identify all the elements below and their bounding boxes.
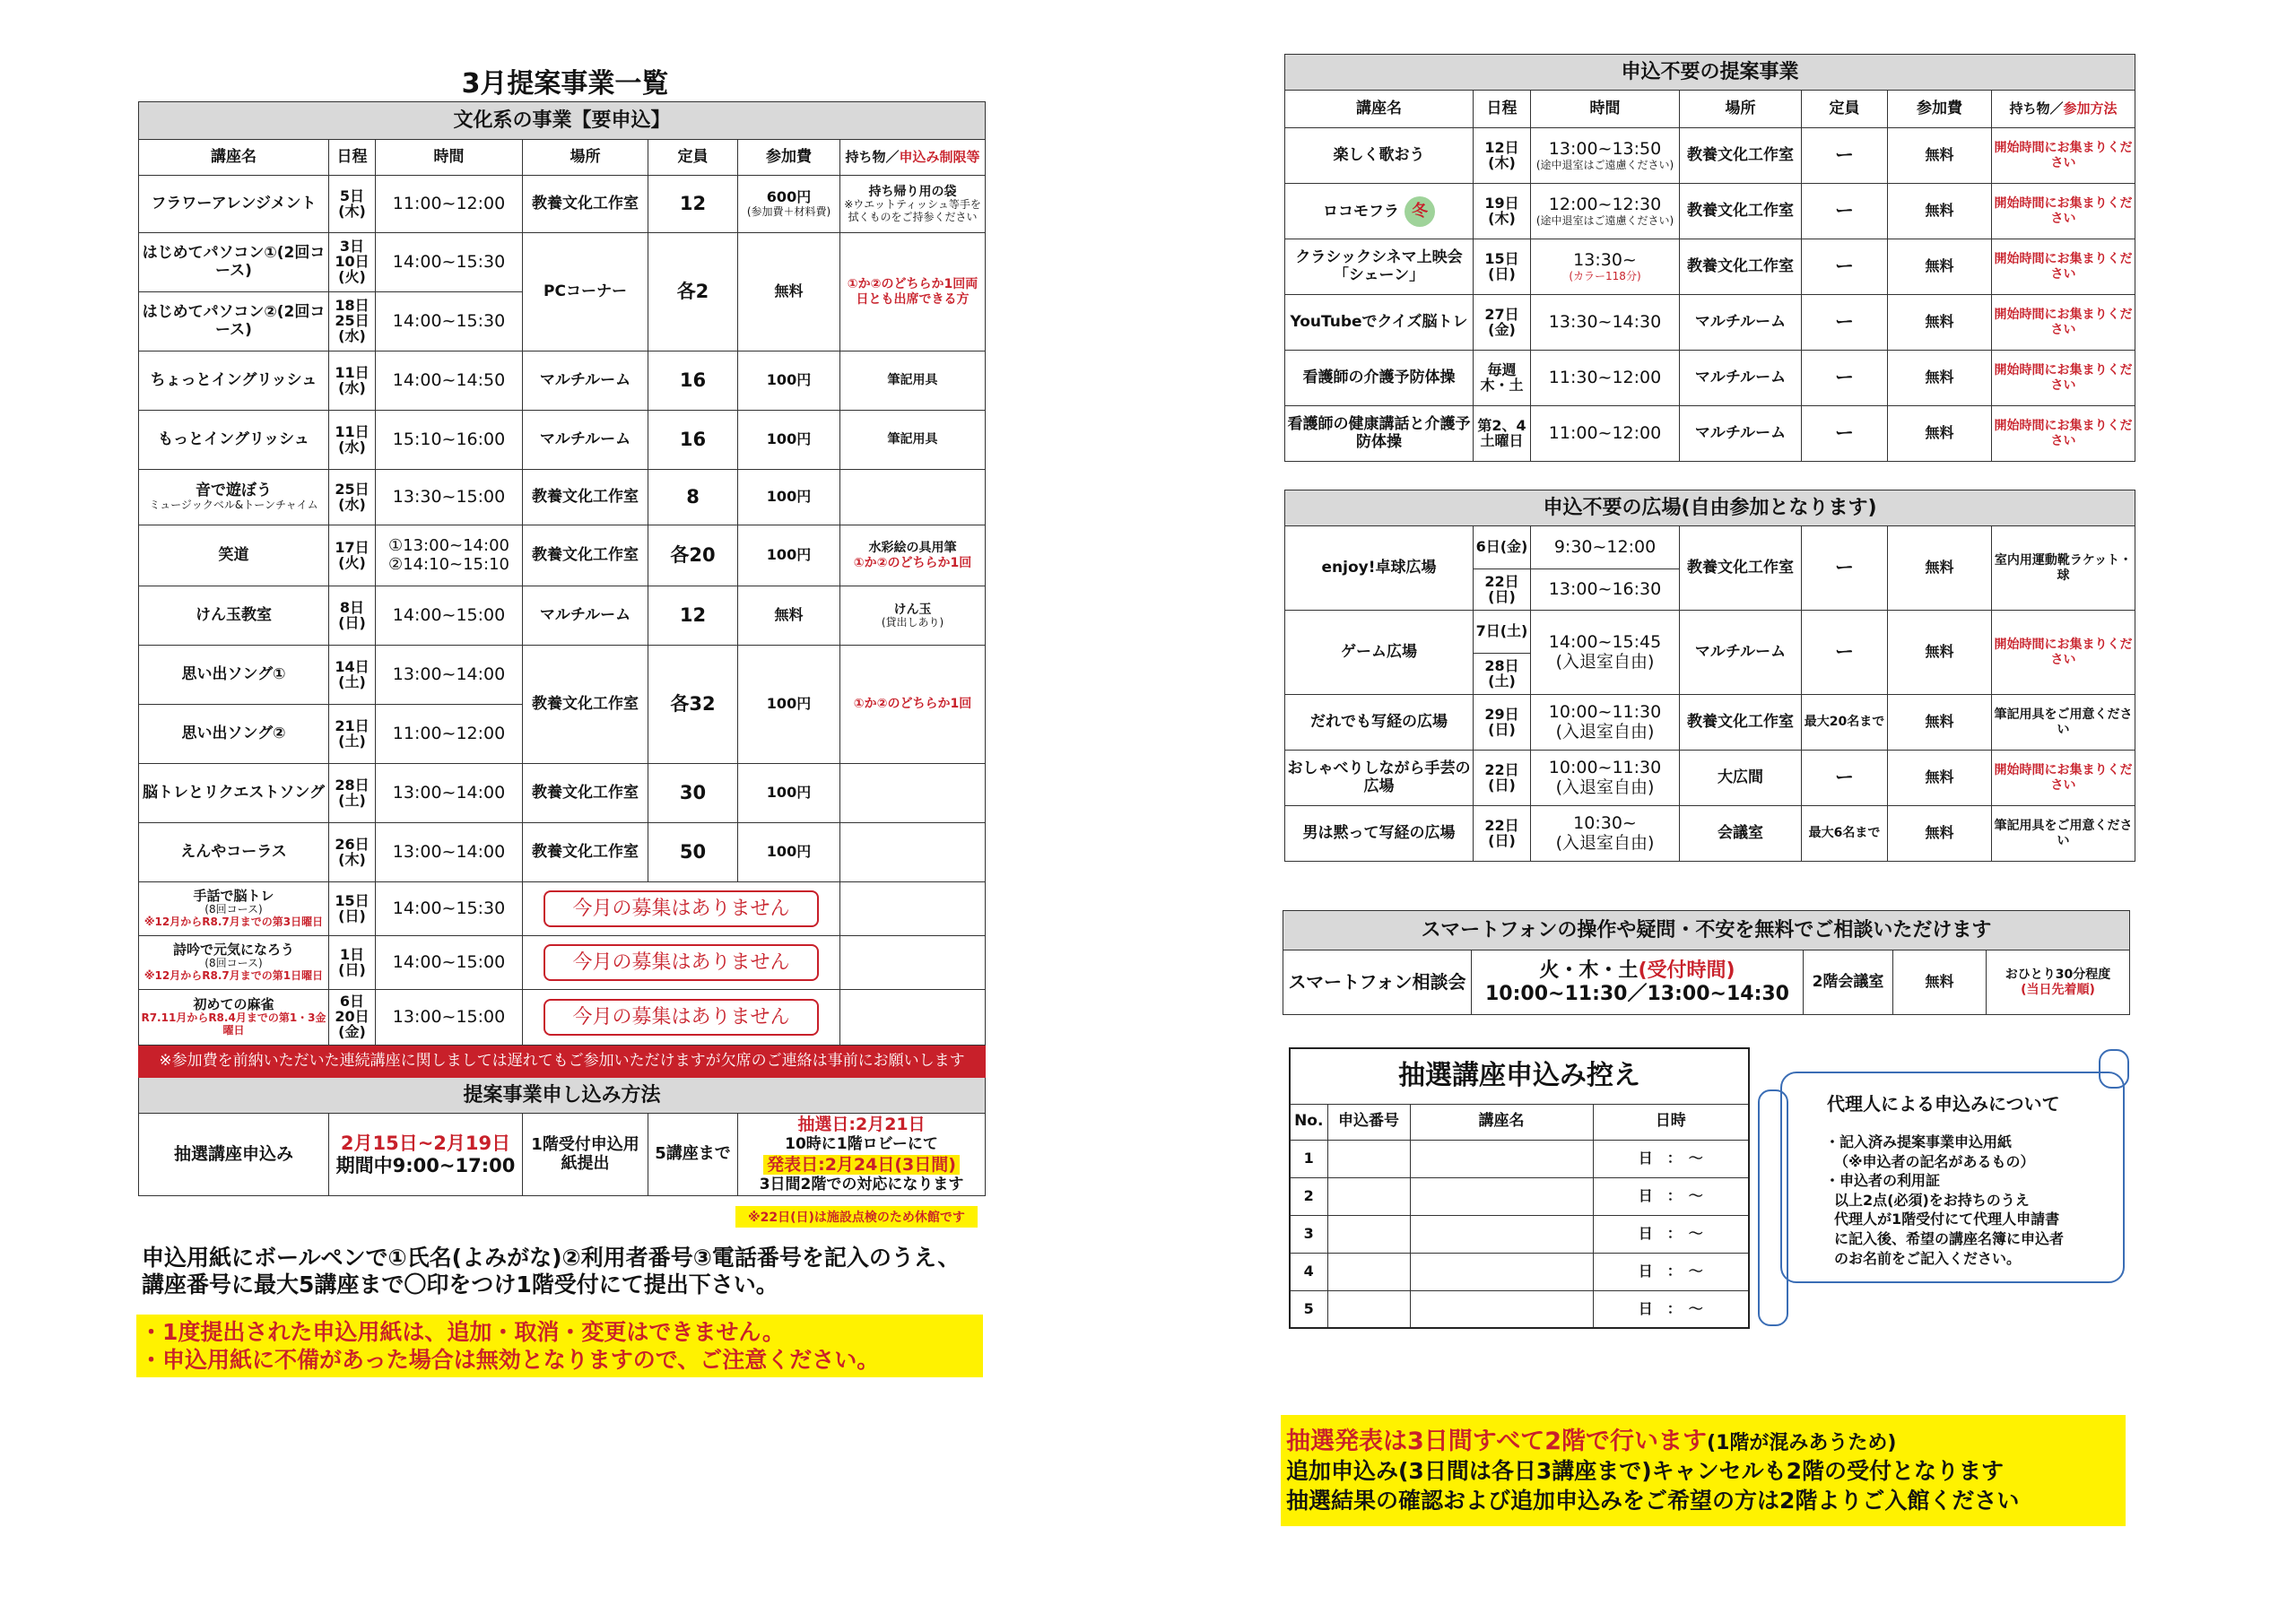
memo-number-field[interactable] (1327, 1215, 1410, 1253)
memo-title: 抽選講座申込み控え (1290, 1048, 1749, 1104)
table-row: 手話で脳トレ (8回コース) ※12月からR8.7月までの第3日曜日 15日(日) 14:00~15:30 今月の募集はありません (139, 882, 986, 936)
table-row: 思い出ソング① 14日(土) 13:00~14:00 教養文化工作室 各32 100円 ①か②のどちらか1回 (139, 646, 986, 705)
culture-table (138, 101, 986, 1196)
smartphone-table: スマートフォンの操作や疑問・不安を無料でご相談いただけます スマートフォン相談会 火・木・土(受付時間) 10:00~11:30／13:00~14:30 2階会議室 無料 おひとり30分程度 (当日先着順) (1283, 910, 2130, 1015)
culture-header: 文化系の事業【要申込】 (139, 102, 986, 140)
memo-time-field[interactable]: 日 ： ～ (1593, 1253, 1749, 1290)
table-row: ちょっとイングリッシュ 11日(水) 14:00~14:50 マルチルーム 16 100円 筆記用具 (139, 352, 986, 411)
no-recruit-badge: 今月の募集はありません (544, 890, 818, 927)
table-row: えんやコーラス 26日(木) 13:00~14:00 教養文化工作室 50 100円 (139, 823, 986, 882)
scroll-curl-left (1758, 1089, 1788, 1326)
memo-row: 5 日 ： ～ (1290, 1290, 1749, 1328)
memo-course-field[interactable] (1410, 1290, 1593, 1328)
proxy-scroll (1780, 1072, 2125, 1283)
col-date: 日程 (1474, 91, 1531, 128)
col-fee: 参加費 (1888, 91, 1992, 128)
table-row: 詩吟で元気になろう (8回コース) ※12月からR8.7月までの第1日曜日 1日(日) 14:00~15:00 今月の募集はありません (139, 936, 986, 990)
memo-row: 4 日 ： ～ (1290, 1253, 1749, 1290)
prepay-notice: ※参加費を前納いただいた連続講座に関しましては遅れてもご参加いただけますが欠席のご連絡は事前にお願いします (139, 1046, 986, 1078)
table-row: 男は黙って写経の広場 22日(日) 10:30~ (入退室自由) 会議室 最大6名まで 無料 筆記用具をご用意ください (1285, 806, 2135, 862)
warning-box: ・1度提出された申込用紙は、追加・取消・変更はできません。 ・申込用紙に不備があった場合は無効となりますので、ご注意ください。 (136, 1315, 983, 1377)
col-capacity: 定員 (1802, 91, 1888, 128)
table-row: enjoy!卓球広場 6日(金) 9:30~12:00 教養文化工作室 ー 無料 室内用運動靴ラケット・球 (1285, 526, 2135, 569)
memo-course-field[interactable] (1410, 1177, 1593, 1215)
table-row: 笑道 17日(火) ①13:00~14:00 ②14:10~15:10 教養文化工作室 各20 100円 水彩絵の具用筆 ①か②のどちらか1回 (139, 525, 986, 586)
col-items: 持ち物／参加方法 (1992, 91, 2135, 128)
winter-badge: 冬 (1405, 196, 1435, 227)
smart-header: スマートフォンの操作や疑問・不安を無料でご相談いただけます (1283, 911, 2130, 950)
memo-time-field[interactable]: 日 ： ～ (1593, 1215, 1749, 1253)
col-fee: 参加費 (738, 140, 840, 176)
table-row: 楽しく歌おう 12日(木) 13:00~13:50 (途中退室はご遠慮ください) 教養文化工作室 ー 無料 開始時間にお集まりください (1285, 128, 2135, 184)
noapply-table (1284, 54, 2135, 462)
table-row: だれでも写経の広場 29日(日) 10:00~11:30 (入退室自由) 教養文化工作室 最大20名まで 無料 筆記用具をご用意ください (1285, 695, 2135, 751)
table-row: 音で遊ぼう ミュージックベル&トーンチャイム 25日(水) 13:30~15:00 教養文化工作室 8 100円 (139, 470, 986, 525)
memo-number-field[interactable] (1327, 1140, 1410, 1177)
memo-number-field[interactable] (1327, 1290, 1410, 1328)
no-recruit-badge: 今月の募集はありません (544, 944, 818, 981)
table-row: 初めての麻雀 R7.11月からR8.4月までの第1・3金曜日 6日20日(金) 13:00~15:00 今月の募集はありません (139, 990, 986, 1046)
table-row: けん玉教室 8日(日) 14:00~15:00 マルチルーム 12 無料 けん玉 (貸出しあり) (139, 586, 986, 646)
table-row: 思い出ソング② 21日(土) 11:00~12:00 (139, 705, 986, 764)
table-row: 看護師の介護予防体操 毎週木・土 11:30~12:00 マルチルーム ー 無料 開始時間にお集まりください (1285, 351, 2135, 406)
col-place: 場所 (523, 140, 648, 176)
col-items: 持ち物／申込み制限等 (840, 140, 986, 176)
no-recruit-badge: 今月の募集はありません (544, 999, 818, 1036)
apply-header: 提案事業申し込み方法 (139, 1078, 986, 1114)
col-time: 時間 (1531, 91, 1680, 128)
plaza-header: 申込不要の広場(自由参加となります) (1285, 490, 2135, 526)
noapply-header: 申込不要の提案事業 (1285, 55, 2135, 91)
col-name: 講座名 (139, 140, 329, 176)
plaza-table: 申込不要の広場(自由参加となります) enjoy!卓球広場 6日(金) 9:30~12:00 教養文化工作室 ー 無料 室内用運動靴ラケット・球 22日(日) 13:00~16:30 ゲーム広場 7日(土) 14:00~15:45 (入退室自由) マルチルーム ー 無料 開始時間にお集まりください 28日(土) だれでも写経の広場 29日(日) 10:00~11:30 (入退室自由) 教養文化工作室 最大20名まで 無料 筆記用具をご用意ください おしゃべりしながら手芸の広場 22日(日) 10:00~11:30 (入退室自由) 大広間 ー 無料 開始時間にお集まりください 男は黙って写経の広場 22日(日) 10:30~ (入退室自由) 会議室 最大6名まで 無料 筆記用具をご用意ください (1284, 490, 2135, 862)
table-row: おしゃべりしながら手芸の広場 22日(日) 10:00~11:30 (入退室自由) 大広間 ー 無料 開始時間にお集まりください (1285, 751, 2135, 806)
col-name: 講座名 (1285, 91, 1474, 128)
table-row: はじめてパソコン②(2回コース) 18日25日(水) 14:00~15:30 (139, 292, 986, 352)
table-row: フラワーアレンジメント 5日(木) 11:00~12:00 教養文化工作室 12 600円 (参加費＋材料費) 持ち帰り用の袋 ※ウエットティッシュ等手を拭くものをご持参ください (139, 176, 986, 233)
col-time: 時間 (376, 140, 523, 176)
table-row: ロコモフラ 冬 19日(木) 12:00~12:30 (途中退室はご遠慮ください) 教養文化工作室 ー 無料 開始時間にお集まりください (1285, 184, 2135, 239)
col-capacity: 定員 (648, 140, 738, 176)
table-row: もっとイングリッシュ 11日(水) 15:10~16:00 マルチルーム 16 100円 筆記用具 (139, 411, 986, 470)
memo-row: 1 日 ： ～ (1290, 1140, 1749, 1177)
table-row: 看護師の健康講話と介護予防体操 第2、4土曜日 11:00~12:00 マルチルーム ー 無料 開始時間にお集まりください (1285, 406, 2135, 462)
scroll-curl-right (2099, 1049, 2129, 1089)
proxy-title: 代理人による申込みについて (1827, 1093, 2060, 1115)
memo-course-field[interactable] (1410, 1253, 1593, 1290)
memo-course-field[interactable] (1410, 1140, 1593, 1177)
memo-time-field[interactable]: 日 ： ～ (1593, 1177, 1749, 1215)
table-row: ゲーム広場 7日(土) 14:00~15:45 (入退室自由) マルチルーム ー 無料 開始時間にお集まりください (1285, 611, 2135, 654)
table-row: 脳トレとリクエストソング 28日(土) 13:00~14:00 教養文化工作室 30 100円 (139, 764, 986, 823)
memo-row: 3 日 ： ～ (1290, 1215, 1749, 1253)
memo-row: 2 日 ： ～ (1290, 1177, 1749, 1215)
memo-course-field[interactable] (1410, 1215, 1593, 1253)
closed-note: ※22日(日)は施設点検のため休館です (735, 1206, 978, 1228)
memo-number-field[interactable] (1327, 1253, 1410, 1290)
final-notice: 抽選発表は3日間すべて2階で行います(1階が混みあうため) 追加申込み(3日間は各日3講座まで)キャンセルも2階の受付となります 抽選結果の確認および追加申込みをご希望の方は2階よりご入館ください (1281, 1415, 2126, 1526)
memo-number-field[interactable] (1327, 1177, 1410, 1215)
apply-row: 抽選講座申込み 2月15日~2月19日 期間中9:00~17:00 1階受付申込用紙提出 5講座まで 抽選日:2月21日 10時に1階ロビーにて 発表日:2月24日(3日間) 3日間2階での対応になります (139, 1114, 986, 1196)
page-title: 3月提案事業一覧 (461, 68, 669, 100)
table-row: はじめてパソコン①(2回コース) 3日10日(火) 14:00~15:30 PCコーナー 各2 無料 ①か②のどちらか1回両日とも出席できる方 (139, 233, 986, 292)
col-date: 日程 (329, 140, 376, 176)
memo-table: 抽選講座申込み控え No. 申込番号 講座名 日時 1 日 ： ～ 2 日 ： ～ 3 日 ： ～ 4 日 ： ～ 5 日 ： ～ (1289, 1047, 1750, 1329)
proxy-text: ・記入済み提案事業申込用紙 （※申込者の記名があるもの） ・申込者の利用証 以上2点(必須)をお持ちのうえ 代理人が1階受付にて代理人申請書 に記入後、希望の講座名簿に申込者 のお名前をご記入ください。 (1825, 1133, 2065, 1267)
memo-time-field[interactable]: 日 ： ～ (1593, 1140, 1749, 1177)
memo-time-field[interactable]: 日 ： ～ (1593, 1290, 1749, 1328)
table-row: クラシックシネマ上映会「シェーン」 15日(日) 13:30~ (カラー118分) 教養文化工作室 ー 無料 開始時間にお集まりください (1285, 239, 2135, 295)
table-row: YouTubeでクイズ脳トレ 27日(金) 13:30~14:30 マルチルーム ー 無料 開始時間にお集まりください (1285, 295, 2135, 351)
instructions: 申込用紙にボールペンで①氏名(よみがな)②利用者番号③電話番号を記入のうえ、 講座番号に最大5講座まで〇印をつけ1階受付にて提出下さい。 (142, 1245, 961, 1298)
col-place: 場所 (1680, 91, 1802, 128)
